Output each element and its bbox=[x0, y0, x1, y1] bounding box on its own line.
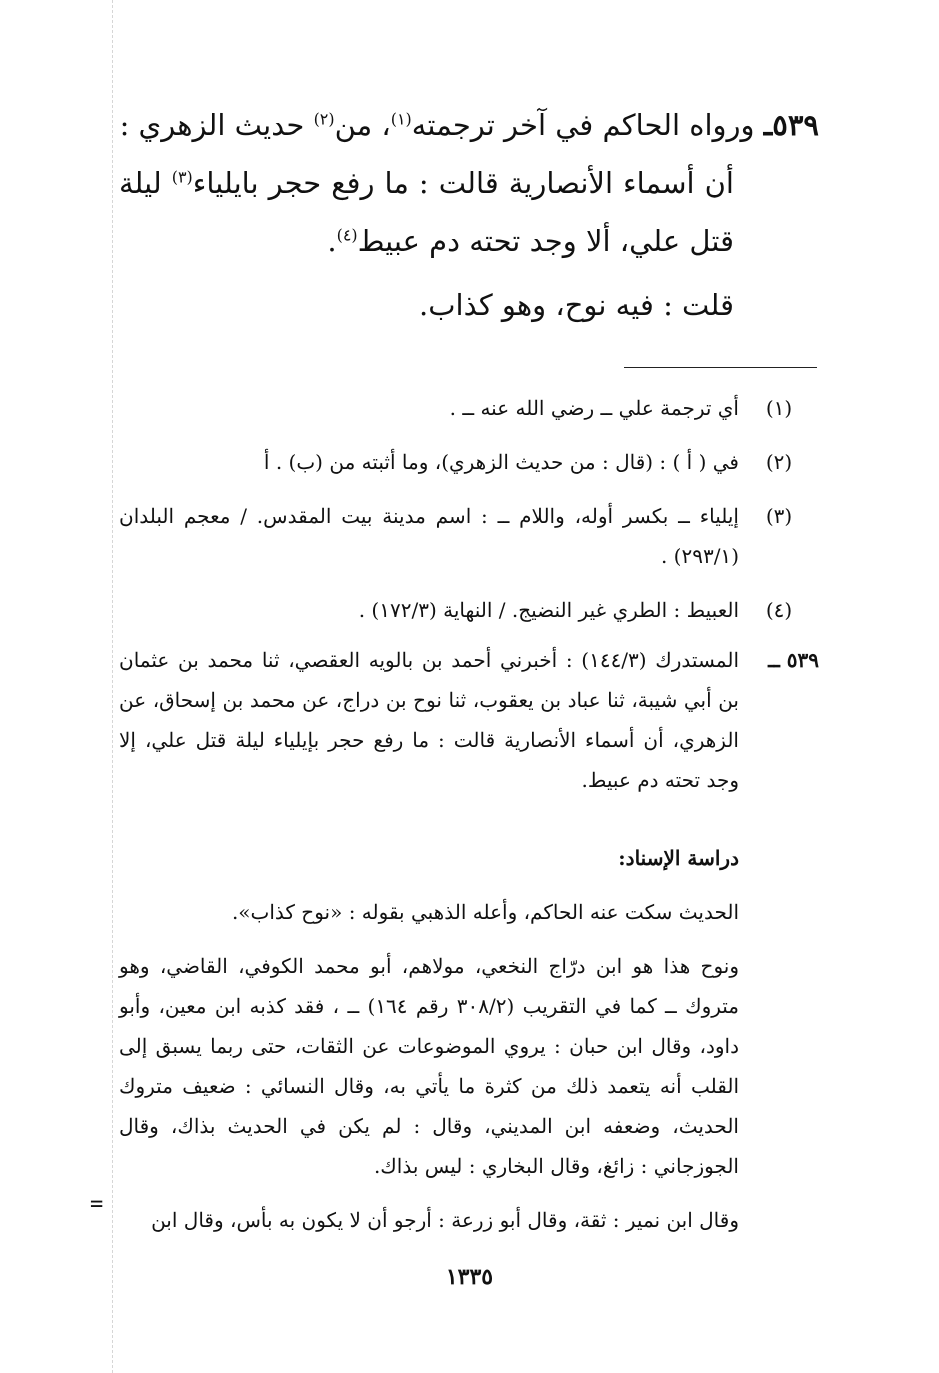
footnote-ref-4[interactable]: (٤) bbox=[336, 225, 358, 245]
study-paragraph-1: الحديث سكت عنه الحاكم، وأعله الذهبي بقوله : «نوح كذاب». bbox=[231, 900, 739, 924]
margin-guide bbox=[112, 0, 113, 1373]
source-text: المستدرك (١٤٤/٣) : أخبرني أحمد بن بالويه العقصي، ثنا محمد بن عثمان بن أبي شيبة، ثنا عباد بن يعقوب، ثنا نوح بن دراج، عن محمد بن إسحاق، عن الزهري، أن أسماء الأنصارية قالت : ما رفع حجر بإيلياء ليلة قتل علي، إلا وجد تحته دم عبيط. bbox=[119, 648, 740, 792]
footnote-number: (٤) bbox=[765, 598, 793, 622]
hadith-entry bbox=[119, 96, 819, 334]
footnote-text: العبيط : الطري غير النضيج. / النهاية (١٧٢/٣) . bbox=[358, 598, 739, 622]
footnote-4 bbox=[119, 590, 819, 630]
study-paragraph-2: ونوح هذا هو ابن درّاج النخعي، مولاهم، أبو محمد الكوفي، القاضي، وهو متروك ــ كما في التقريب (٣٠٨/٢ رقم ١٦٤) ــ ، فقد كذبه ابن معين، وأبو داود، وقال ابن حبان : يروي الموضوعات عن الثقات، حتى ربما يسبق إلى القلب أنه يتعمد ذلك من كثرة ما يأتي به، وقال النسائي : ضعيف متروك الحديث، وضعفه ابن المديني، وقال : لم يكن في الحديث بذاك، وقال الجوزجاني : زائغ، وقال البخاري : ليس بذاك. bbox=[119, 954, 740, 1178]
page-number: ١٣٣٥ bbox=[445, 1264, 494, 1290]
entry-text-1: ورواه الحاكم في آخر ترجمته bbox=[411, 108, 755, 142]
entry-line-3 bbox=[119, 276, 819, 334]
footnote-number: (٢) bbox=[765, 450, 793, 474]
entry-text-2c: . bbox=[327, 224, 337, 258]
source-reference bbox=[119, 640, 819, 800]
footnote-3 bbox=[119, 496, 819, 576]
entry-text-2: أن أسماء الأنصارية قالت : ما رفع حجر بايلياء bbox=[192, 166, 734, 200]
footnote-number: (١) bbox=[765, 396, 793, 420]
footnote-text: إيلياء ــ بكسر أوله، واللام ــ : اسم مدينة بيت المقدس. / معجم البلدان (٢٩٣/١) . bbox=[119, 504, 739, 568]
entry-line-1 bbox=[119, 96, 819, 154]
study-paragraph-3: وقال ابن نمير : ثقة، وقال أبو زرعة : أرجو أن لا يكون به بأس، وقال ابن bbox=[151, 1208, 739, 1232]
footnote-ref-3[interactable]: (٣) bbox=[171, 167, 193, 187]
footnote-2 bbox=[119, 442, 819, 482]
footnote-number: (٣) bbox=[765, 504, 793, 528]
footnote-1 bbox=[119, 388, 819, 428]
entry-text-2b: ليلة قتل علي، ألا وجد تحته دم عبيط bbox=[119, 166, 734, 258]
entry-number: ٥٣٩ـ bbox=[763, 108, 819, 142]
continuation-mark: = bbox=[90, 1192, 104, 1217]
footnote-text: في ( أ ) : (قال : من حديث الزهري)، وما أثبته من (ب) . أ bbox=[263, 450, 739, 474]
entry-text-1b: ، من bbox=[334, 108, 391, 142]
footnote-text: أي ترجمة علي ــ رضي الله عنه ــ . bbox=[449, 396, 739, 420]
isnad-study bbox=[119, 838, 739, 1254]
footnote-ref-2[interactable]: (٢) bbox=[313, 109, 335, 129]
entry-comment: قلت : فيه نوح، وهو كذاب. bbox=[419, 288, 734, 322]
source-number: ٥٣٩ ــ bbox=[768, 648, 819, 672]
footnote-ref-1[interactable]: (١) bbox=[390, 109, 412, 129]
study-title: دراسة الإسناد: bbox=[618, 846, 739, 870]
footnotes bbox=[119, 388, 819, 644]
entry-line-2 bbox=[119, 154, 819, 270]
entry-text-1c: حديث الزهري : bbox=[119, 108, 314, 142]
footnote-separator bbox=[624, 367, 817, 368]
